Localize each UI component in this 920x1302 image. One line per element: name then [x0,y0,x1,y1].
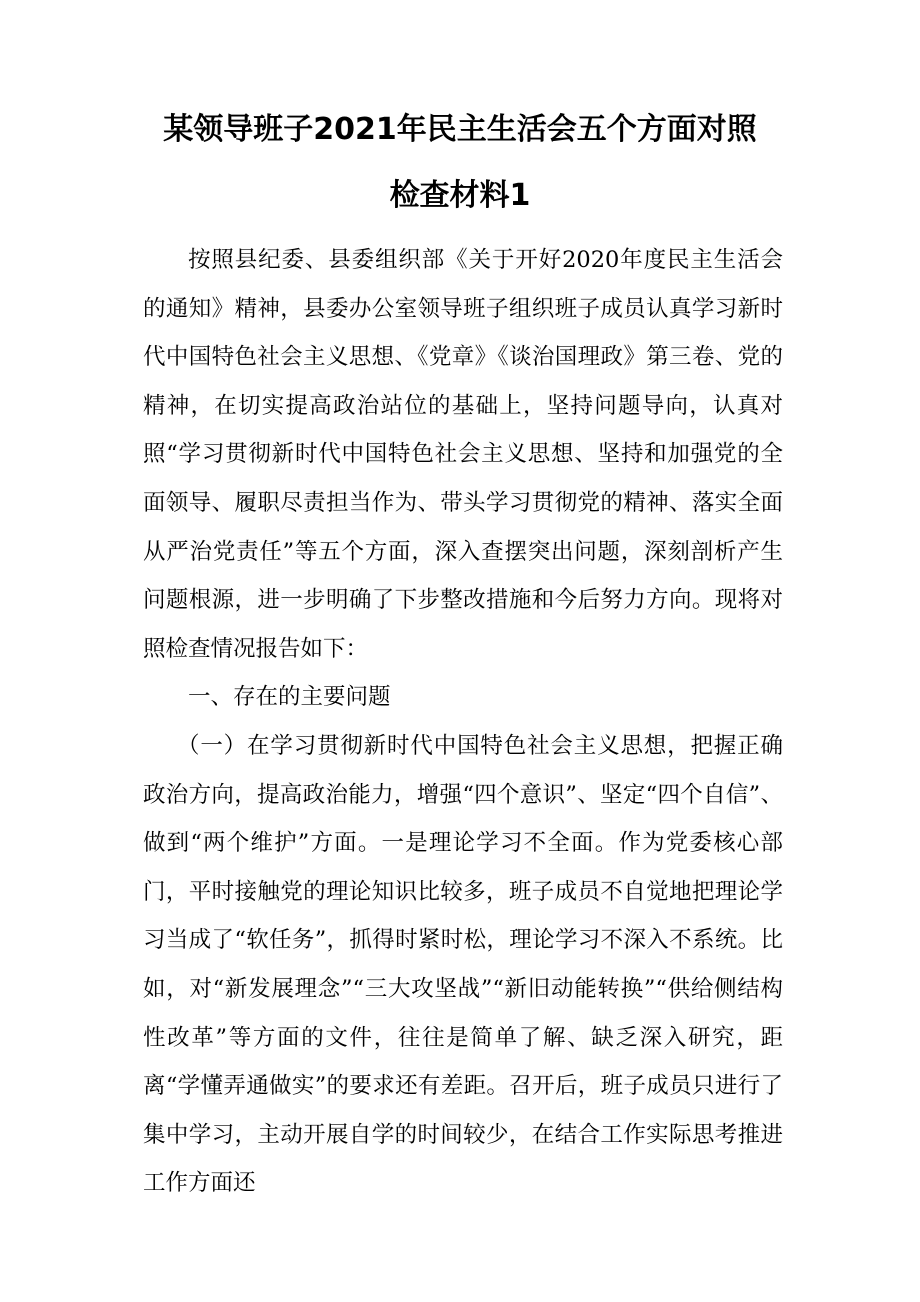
section-heading: 一、存在的主要问题 [188,684,391,711]
document-title-line-1: 某领导班子2021年民主生活会五个方面对照 [163,112,757,147]
document-body [143,236,783,1208]
document-title-line-2: 检查材料1 [389,178,531,213]
problem-paragraph: （一）在学习贯彻新时代中国特色社会主义思想，把握正确政治方向，提高政治能力，增强“四个意识”、坚定“四个自信”、做到“两个维护”方面。一是理论学习不全面。作为党委核心部门，平时接触党的理论知识比较多，班子成员不自觉地把理论学习当成了“软任务”，抓得时紧时松，理论学习不深入不系统。比如，对“新发展理念”“三大攻坚战”“新旧动能转换”“供给侧结构性改革”等方面的文件，往往是简单了解、缺乏深入研究，距离“学懂弄通做实”的要求还有差距。召开后，班子成员只进行了集中学习，主动开展自学的时间较少，在结合工作实际思考推进工作方面还 [143,732,783,1197]
intro-paragraph: 按照县纪委、县委组织部《关于开好2020年度民主生活会的通知》精神，县委办公室领导班子组织班子成员认真学习新时代中国特色社会主义思想、《党章》《谈治国理政》第三卷、党的精神，在切实提高政治站位的基础上，坚持问题导向，认真对照“学习贯彻新时代中国特色社会主义思想、坚持和加强党的全面领导、履职尽责担当作为、带头学习贯彻党的精神、落实全面从严治党责任”等五个方面，深入查摆突出问题，深刻剖析产生问题根源，进一步明确了下步整改措施和今后努力方向。现将对照检查情况报告如下： [143,247,783,662]
